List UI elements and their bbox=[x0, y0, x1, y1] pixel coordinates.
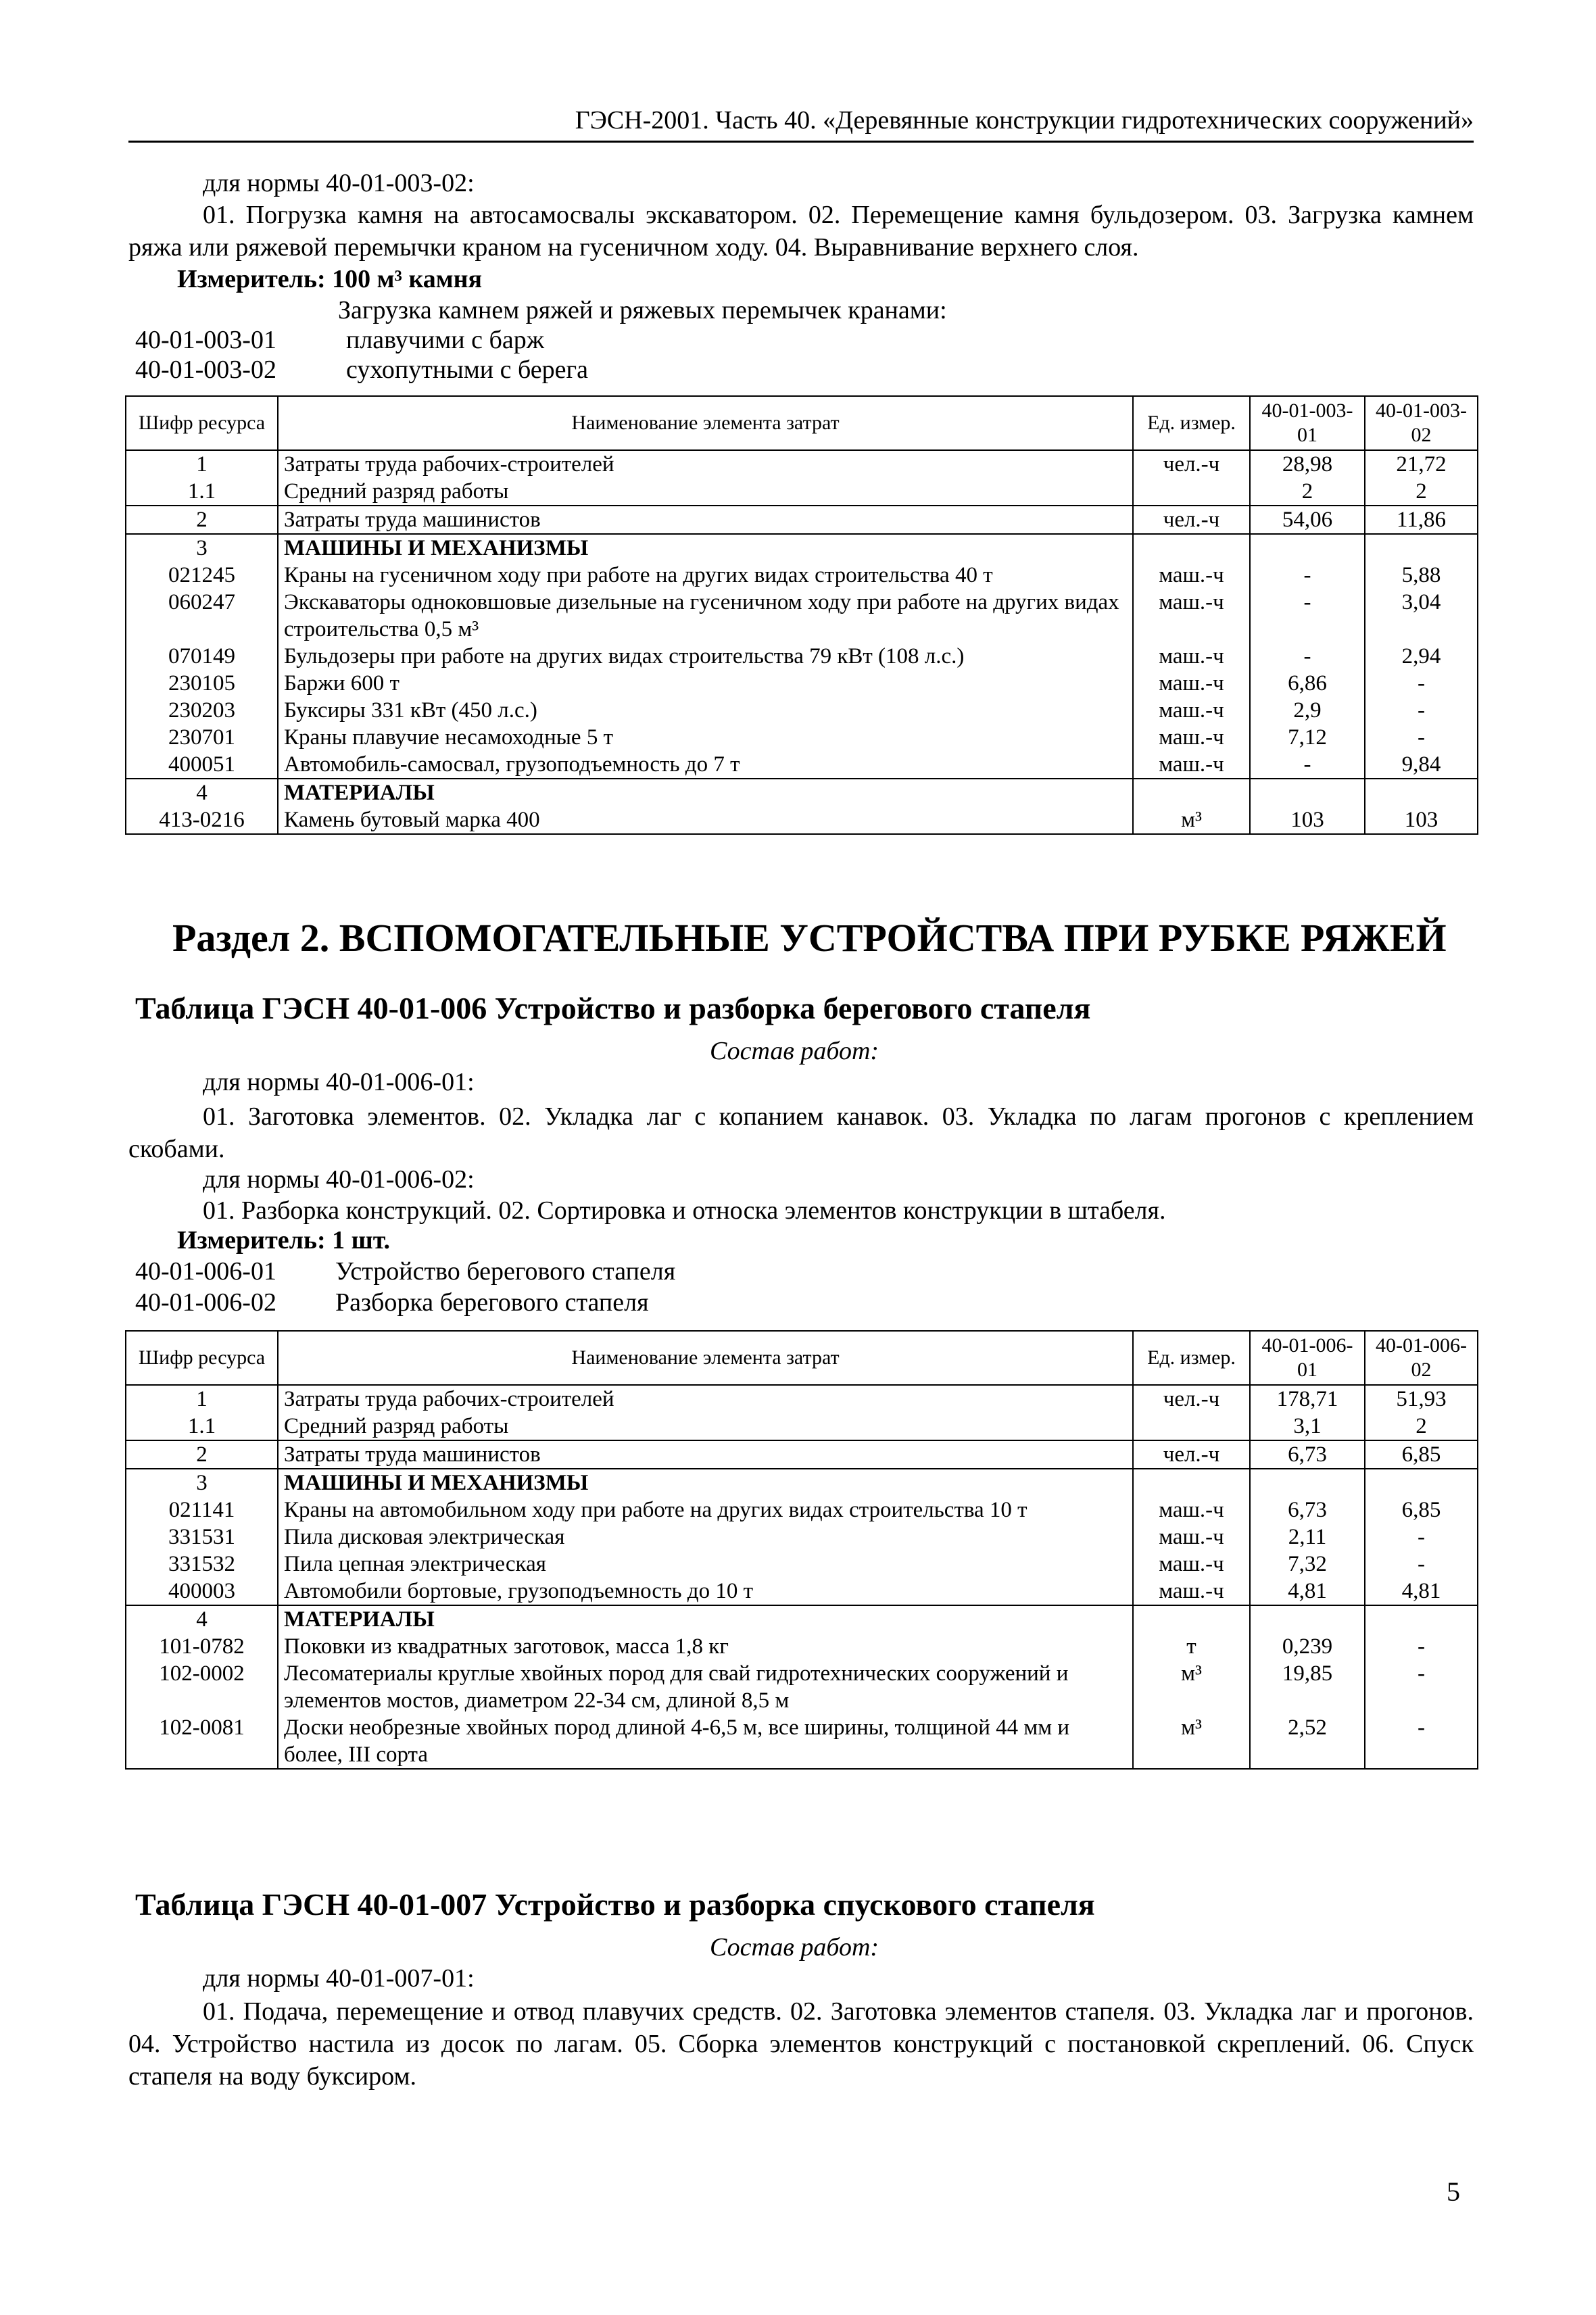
cell-value-1: 6,86 bbox=[1250, 670, 1365, 697]
cell-value-2: - bbox=[1365, 1660, 1478, 1714]
cell-code: 4 bbox=[126, 1605, 278, 1633]
cell-value-2: - bbox=[1365, 724, 1478, 751]
resource-table-006 bbox=[125, 1330, 1478, 1770]
cell-value-2: - bbox=[1365, 1633, 1478, 1660]
table-row bbox=[126, 1440, 1478, 1469]
cell-code: 230105 bbox=[126, 670, 278, 697]
cell-value-1: 2,11 bbox=[1250, 1524, 1365, 1551]
cell-unit bbox=[1133, 1413, 1250, 1440]
group-title: Загрузка камнем ряжей и ряжевых перемычек кранами: bbox=[338, 296, 947, 324]
cell-value-1: 3,1 bbox=[1250, 1413, 1365, 1440]
sostav-label: Состав работ: bbox=[710, 1037, 879, 1065]
header-norm-1: 40-01-003-01 bbox=[1250, 396, 1365, 450]
header-code: Шифр ресурса bbox=[126, 1331, 278, 1385]
cell-code: 2 bbox=[126, 506, 278, 534]
cell-value-1: 2 bbox=[1250, 478, 1365, 506]
cell-value-2: - bbox=[1365, 670, 1478, 697]
cell-code: 102-0002 bbox=[126, 1660, 278, 1714]
cell-code: 070149 bbox=[126, 643, 278, 670]
code-line bbox=[135, 354, 588, 385]
cell-value-2: 5,88 bbox=[1365, 562, 1478, 589]
cell-code: 1 bbox=[126, 1385, 278, 1413]
table-row bbox=[126, 1605, 1478, 1633]
cell-unit: маш.-ч bbox=[1133, 670, 1250, 697]
cell-code: 3 bbox=[126, 1469, 278, 1496]
section-title: Раздел 2. ВСПОМОГАТЕЛЬНЫЕ УСТРОЙСТВА ПРИ РУБКЕ РЯЖЕЙ bbox=[172, 916, 1447, 960]
cell-unit: м³ bbox=[1133, 1714, 1250, 1769]
cell-value-2: 2 bbox=[1365, 478, 1478, 506]
header-unit: Ед. измер. bbox=[1133, 1331, 1250, 1385]
cell-name: Буксиры 331 кВт (450 л.с.) bbox=[278, 697, 1133, 724]
cell-value-2 bbox=[1365, 534, 1478, 562]
code-line bbox=[135, 1256, 675, 1287]
cell-name: Лесоматериалы круглые хвойных пород для свай гидротехнических сооружений и элементов мостов, диаметром 22-34 см, длиной 8,5 м bbox=[278, 1660, 1133, 1714]
cell-name: Затраты труда рабочих-строителей bbox=[278, 1385, 1133, 1413]
cell-value-2: 9,84 bbox=[1365, 751, 1478, 779]
cell-value-1: - bbox=[1250, 589, 1365, 643]
works-text: 01. Разборка конструкций. 02. Сортировка и относка элементов конструкции в штабеля. bbox=[203, 1196, 1166, 1225]
norm-code: 40-01-003-02 bbox=[135, 356, 276, 384]
table-row bbox=[126, 806, 1478, 834]
header-name: Наименование элемента затрат bbox=[278, 1331, 1133, 1385]
table-row bbox=[126, 1660, 1478, 1714]
code-line bbox=[135, 324, 544, 356]
table-title-007: Таблица ГЭСН 40-01-007 Устройство и разборка спускового стапеля bbox=[135, 1887, 1095, 1922]
cell-unit: маш.-ч bbox=[1133, 697, 1250, 724]
cell-value-1: 6,73 bbox=[1250, 1496, 1365, 1524]
works-text: 01. Подача, перемещение и отвод плавучих средств. 02. Заготовка элементов стапеля. 03. Укладка лаг и прогонов. 04. Устройство настила из досок по лагам. 05. Сборка элементов конструкций с постановкой скреплений. 06. Спуск стапеля на воду буксиром. bbox=[128, 1997, 1474, 2091]
cell-value-2: 11,86 bbox=[1365, 506, 1478, 534]
norm-code: 40-01-003-01 bbox=[135, 326, 276, 354]
cell-unit bbox=[1133, 478, 1250, 506]
table-row bbox=[126, 534, 1478, 562]
norm-label: для нормы 40-01-007-01: bbox=[203, 1964, 475, 1993]
cell-value-1: 2,52 bbox=[1250, 1714, 1365, 1769]
cell-unit: маш.-ч bbox=[1133, 589, 1250, 643]
sostav-label: Состав работ: bbox=[710, 1933, 879, 1961]
norm-name: Разборка берегового стапеля bbox=[335, 1288, 649, 1317]
cell-code: 102-0081 bbox=[126, 1714, 278, 1769]
cell-value-1: 7,12 bbox=[1250, 724, 1365, 751]
works-text: 01. Заготовка элементов. 02. Укладка лаг с копанием канавок. 03. Укладка по лагам прогонов с креплением скобами. bbox=[128, 1102, 1474, 1163]
table-row bbox=[126, 1469, 1478, 1496]
cell-unit: маш.-ч bbox=[1133, 643, 1250, 670]
header-unit: Ед. измер. bbox=[1133, 396, 1250, 450]
cell-name: МАШИНЫ И МЕХАНИЗМЫ bbox=[278, 1469, 1133, 1496]
cell-name: Бульдозеры при работе на других видах строительства 79 кВт (108 л.с.) bbox=[278, 643, 1133, 670]
norm-code: 40-01-006-02 bbox=[135, 1288, 276, 1317]
cell-value-2: 2 bbox=[1365, 1413, 1478, 1440]
cell-value-1: - bbox=[1250, 751, 1365, 779]
cell-code: 021245 bbox=[126, 562, 278, 589]
cell-code: 400003 bbox=[126, 1578, 278, 1605]
cell-unit: чел.-ч bbox=[1133, 1385, 1250, 1413]
cell-name: Затраты труда рабочих-строителей bbox=[278, 450, 1133, 478]
cell-value-1 bbox=[1250, 1605, 1365, 1633]
cell-unit: маш.-ч bbox=[1133, 724, 1250, 751]
cell-name: МАТЕРИАЛЫ bbox=[278, 779, 1133, 806]
table-row bbox=[126, 779, 1478, 806]
cell-name: Автомобиль-самосвал, грузоподъемность до 7 т bbox=[278, 751, 1133, 779]
cell-value-2: 4,81 bbox=[1365, 1578, 1478, 1605]
cell-value-2: - bbox=[1365, 1714, 1478, 1769]
header-norm-1: 40-01-006-01 bbox=[1250, 1331, 1365, 1385]
table-row bbox=[126, 697, 1478, 724]
cell-code: 1.1 bbox=[126, 1413, 278, 1440]
cell-code: 060247 bbox=[126, 589, 278, 643]
cell-value-2: 6,85 bbox=[1365, 1440, 1478, 1469]
table-row bbox=[126, 1633, 1478, 1660]
cell-unit: т bbox=[1133, 1633, 1250, 1660]
cell-name: Средний разряд работы bbox=[278, 478, 1133, 506]
cell-value-2 bbox=[1365, 1469, 1478, 1496]
table-row bbox=[126, 670, 1478, 697]
cell-value-2: 103 bbox=[1365, 806, 1478, 834]
cell-name: Поковки из квадратных заготовок, масса 1,8 кг bbox=[278, 1633, 1133, 1660]
table-row bbox=[126, 450, 1478, 478]
norm-label: для нормы 40-01-006-01: bbox=[203, 1068, 475, 1096]
cell-code: 3 bbox=[126, 534, 278, 562]
cell-name: Затраты труда машинистов bbox=[278, 1440, 1133, 1469]
page-number: 5 bbox=[1447, 2176, 1460, 2207]
cell-name: Краны на гусеничном ходу при работе на других видах строительства 40 т bbox=[278, 562, 1133, 589]
table-row bbox=[126, 589, 1478, 643]
cell-value-1: 6,73 bbox=[1250, 1440, 1365, 1469]
cell-code: 4 bbox=[126, 779, 278, 806]
measure: Измеритель: 1 шт. bbox=[177, 1226, 391, 1254]
table-row bbox=[126, 1413, 1478, 1440]
norm-label: для нормы 40-01-003-02: bbox=[203, 169, 475, 197]
cell-code: 230701 bbox=[126, 724, 278, 751]
header-code: Шифр ресурса bbox=[126, 396, 278, 450]
cell-value-2: - bbox=[1365, 1551, 1478, 1578]
header-norm-2: 40-01-006-02 bbox=[1365, 1331, 1478, 1385]
cell-value-2: 2,94 bbox=[1365, 643, 1478, 670]
table-header-row bbox=[126, 1331, 1478, 1385]
cell-unit: маш.-ч bbox=[1133, 751, 1250, 779]
table-row bbox=[126, 1524, 1478, 1551]
cell-value-2 bbox=[1365, 779, 1478, 806]
cell-name: Экскаваторы одноковшовые дизельные на гусеничном ходу при работе на других видах строительства 0,5 м³ bbox=[278, 589, 1133, 643]
table-row bbox=[126, 506, 1478, 534]
cell-value-1: 4,81 bbox=[1250, 1578, 1365, 1605]
norm-name: Устройство берегового стапеля bbox=[335, 1257, 676, 1286]
works-text: 01. Погрузка камня на автосамосвалы экскаватором. 02. Перемещение камня бульдозером. 03. Загрузка камнем ряжа или ряжевой перемычки краном на гусеничном ходу. 04. Выравнивание верхнего слоя. bbox=[128, 201, 1474, 262]
table-row bbox=[126, 724, 1478, 751]
cell-unit: маш.-ч bbox=[1133, 1496, 1250, 1524]
cell-unit: маш.-ч bbox=[1133, 1578, 1250, 1605]
cell-code: 1.1 bbox=[126, 478, 278, 506]
resource-table-003 bbox=[125, 395, 1478, 835]
cell-name: Доски необрезные хвойных пород длиной 4-6,5 м, все ширины, толщиной 44 мм и более, III сорта bbox=[278, 1714, 1133, 1769]
norm-name: плавучими с барж bbox=[346, 326, 544, 354]
cell-name: МАШИНЫ И МЕХАНИЗМЫ bbox=[278, 534, 1133, 562]
cell-value-2 bbox=[1365, 1605, 1478, 1633]
cell-value-2: 6,85 bbox=[1365, 1496, 1478, 1524]
table-row bbox=[126, 1551, 1478, 1578]
cell-value-1: - bbox=[1250, 643, 1365, 670]
cell-name: МАТЕРИАЛЫ bbox=[278, 1605, 1133, 1633]
cell-value-1 bbox=[1250, 779, 1365, 806]
table-row bbox=[126, 478, 1478, 506]
table-row bbox=[126, 1385, 1478, 1413]
cell-code: 331531 bbox=[126, 1524, 278, 1551]
cell-code: 1 bbox=[126, 450, 278, 478]
cell-code: 2 bbox=[126, 1440, 278, 1469]
cell-value-1: 54,06 bbox=[1250, 506, 1365, 534]
cell-unit: чел.-ч bbox=[1133, 506, 1250, 534]
cell-name: Пила цепная электрическая bbox=[278, 1551, 1133, 1578]
cell-value-1 bbox=[1250, 1469, 1365, 1496]
norm-name: сухопутными с берега bbox=[346, 356, 588, 384]
cell-value-2: 21,72 bbox=[1365, 450, 1478, 478]
cell-name: Камень бутовый марка 400 bbox=[278, 806, 1133, 834]
cell-value-2: 3,04 bbox=[1365, 589, 1478, 643]
cell-value-2: 51,93 bbox=[1365, 1385, 1478, 1413]
cell-unit bbox=[1133, 534, 1250, 562]
cell-value-2: - bbox=[1365, 697, 1478, 724]
cell-value-1: 2,9 bbox=[1250, 697, 1365, 724]
table-row bbox=[126, 562, 1478, 589]
cell-value-1: - bbox=[1250, 562, 1365, 589]
table-row bbox=[126, 1578, 1478, 1605]
cell-code: 400051 bbox=[126, 751, 278, 779]
cell-unit: маш.-ч bbox=[1133, 562, 1250, 589]
table-row bbox=[126, 1714, 1478, 1769]
cell-code: 021141 bbox=[126, 1496, 278, 1524]
cell-value-1: 7,32 bbox=[1250, 1551, 1365, 1578]
cell-code: 413-0216 bbox=[126, 806, 278, 834]
code-line bbox=[135, 1287, 649, 1318]
cell-code: 230203 bbox=[126, 697, 278, 724]
cell-value-1: 178,71 bbox=[1250, 1385, 1365, 1413]
cell-value-1 bbox=[1250, 534, 1365, 562]
cell-code: 101-0782 bbox=[126, 1633, 278, 1660]
cell-name: Пила дисковая электрическая bbox=[278, 1524, 1133, 1551]
cell-unit: м³ bbox=[1133, 806, 1250, 834]
cell-value-2: - bbox=[1365, 1524, 1478, 1551]
cell-unit bbox=[1133, 1605, 1250, 1633]
header-norm-2: 40-01-003-02 bbox=[1365, 396, 1478, 450]
cell-value-1: 28,98 bbox=[1250, 450, 1365, 478]
table-title-006: Таблица ГЭСН 40-01-006 Устройство и разборка берегового стапеля bbox=[135, 991, 1091, 1025]
table-row bbox=[126, 643, 1478, 670]
measure: Измеритель: 100 м³ камня bbox=[177, 265, 483, 293]
cell-name: Краны плавучие несамоходные 5 т bbox=[278, 724, 1133, 751]
cell-name: Автомобили бортовые, грузоподъемность до 10 т bbox=[278, 1578, 1133, 1605]
cell-unit: чел.-ч bbox=[1133, 450, 1250, 478]
table-header-row bbox=[126, 396, 1478, 450]
cell-unit bbox=[1133, 1469, 1250, 1496]
table-row bbox=[126, 751, 1478, 779]
table-row bbox=[126, 1496, 1478, 1524]
norm-code: 40-01-006-01 bbox=[135, 1257, 276, 1286]
cell-name: Баржи 600 т bbox=[278, 670, 1133, 697]
running-header: ГЭСН-2001. Часть 40. «Деревянные конструкции гидротехнических сооружений» bbox=[128, 100, 1474, 143]
cell-value-1: 19,85 bbox=[1250, 1660, 1365, 1714]
cell-unit bbox=[1133, 779, 1250, 806]
header-name: Наименование элемента затрат bbox=[278, 396, 1133, 450]
cell-value-1: 103 bbox=[1250, 806, 1365, 834]
cell-unit: маш.-ч bbox=[1133, 1524, 1250, 1551]
cell-unit: чел.-ч bbox=[1133, 1440, 1250, 1469]
cell-unit: маш.-ч bbox=[1133, 1551, 1250, 1578]
cell-name: Затраты труда машинистов bbox=[278, 506, 1133, 534]
cell-name: Средний разряд работы bbox=[278, 1413, 1133, 1440]
cell-unit: м³ bbox=[1133, 1660, 1250, 1714]
cell-value-1: 0,239 bbox=[1250, 1633, 1365, 1660]
cell-code: 331532 bbox=[126, 1551, 278, 1578]
cell-name: Краны на автомобильном ходу при работе на других видах строительства 10 т bbox=[278, 1496, 1133, 1524]
norm-label: для нормы 40-01-006-02: bbox=[203, 1165, 475, 1194]
